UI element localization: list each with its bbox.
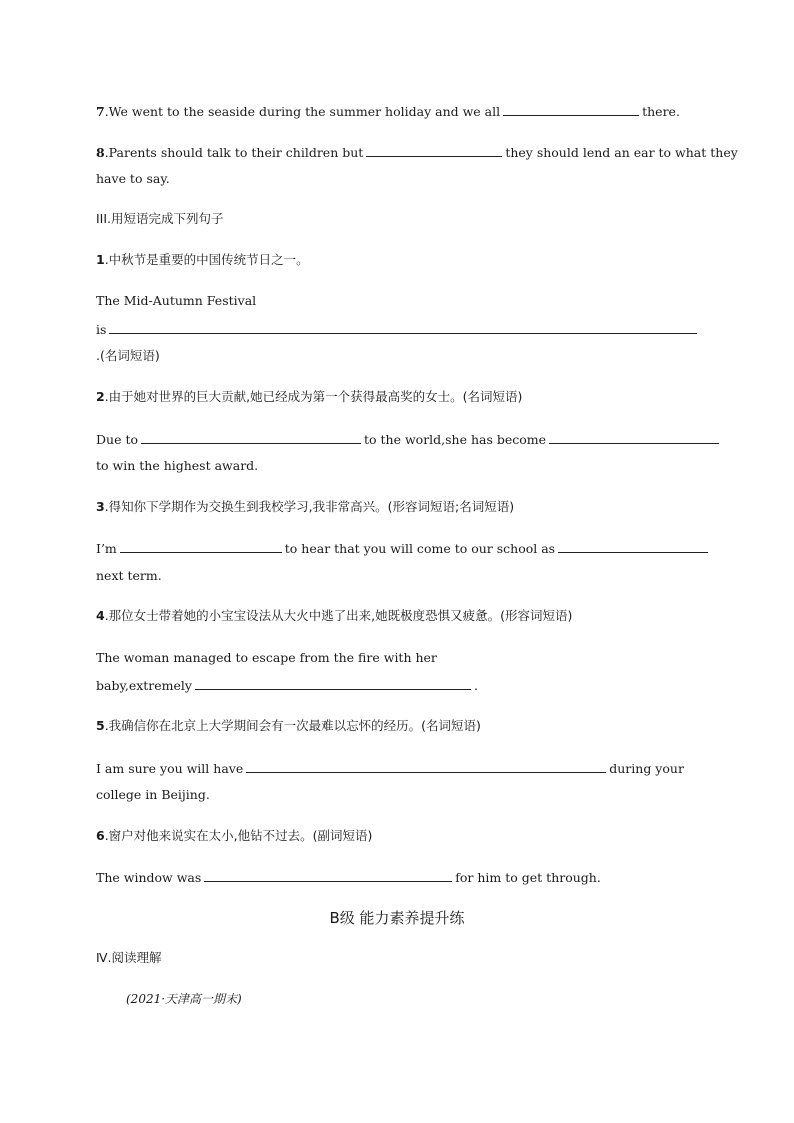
answer-blank[interactable] — [120, 540, 282, 553]
answer-blank[interactable] — [366, 144, 502, 157]
answer-line: college in Beijing. — [96, 787, 210, 802]
answer-blank[interactable] — [141, 431, 361, 444]
question-8-line2: have to say. — [96, 171, 170, 186]
answer-blank[interactable] — [195, 677, 471, 690]
answer-blank[interactable] — [558, 540, 708, 553]
phrase-question-6: 6.窗户对他来说实在太小,他钻不过去。(副词短语) — [96, 828, 373, 843]
section-heading: Ⅳ.阅读理解 — [96, 950, 162, 965]
answer-blank[interactable] — [204, 869, 452, 882]
phrase-question-1: 1.中秋节是重要的中国传统节日之一。 — [96, 252, 309, 267]
answer-line: to win the highest award. — [96, 458, 259, 473]
question-8: 8.Parents should talk to their children but they should lend an ear to what they — [96, 145, 738, 160]
answer-line: baby,extremely . — [96, 678, 478, 693]
answer-blank[interactable] — [503, 103, 639, 116]
answer-line: next term. — [96, 568, 162, 583]
answer-line: Due to to the world,she has become — [96, 431, 722, 448]
answer-blank[interactable] — [109, 321, 697, 334]
answer-line: The Mid-Autumn Festival — [96, 293, 257, 308]
answer-blank[interactable] — [549, 431, 719, 444]
answer-line: I am sure you will have during your — [96, 761, 684, 776]
question-number: 7 — [96, 104, 105, 119]
answer-blank[interactable] — [246, 760, 606, 773]
phrase-question-3: 3.得知你下学期作为交换生到我校学习,我非常高兴。(形容词短语;名词短语) — [96, 499, 515, 514]
answer-line: The window was for him to get through. — [96, 870, 601, 885]
level-b-heading: B级 能力素养提升练 — [329, 909, 465, 927]
answer-line: I’m to hear that you will come to our school as — [96, 540, 711, 557]
phrase-question-5: 5.我确信你在北京上大学期间会有一次最难以忘怀的经历。(名词短语) — [96, 718, 481, 733]
phrase-question-4: 4.那位女士带着她的小宝宝设法从大火中逃了出来,她既极度恐惧又疲惫。(形容词短语) — [96, 608, 573, 623]
answer-line: .(名词短语) — [96, 348, 160, 363]
section-heading: III.用短语完成下列句子 — [96, 211, 224, 226]
source-note: (2021·天津高一期末) — [126, 992, 242, 1006]
answer-line: The woman managed to escape from the fire with her — [96, 650, 437, 665]
answer-line: is — [96, 321, 700, 338]
question-number: 8 — [96, 145, 105, 160]
question-7: 7.We went to the seaside during the summer holiday and we all there. — [96, 104, 680, 119]
phrase-question-2: 2.由于她对世界的巨大贡献,她已经成为第一个获得最高奖的女士。(名词短语) — [96, 389, 523, 404]
